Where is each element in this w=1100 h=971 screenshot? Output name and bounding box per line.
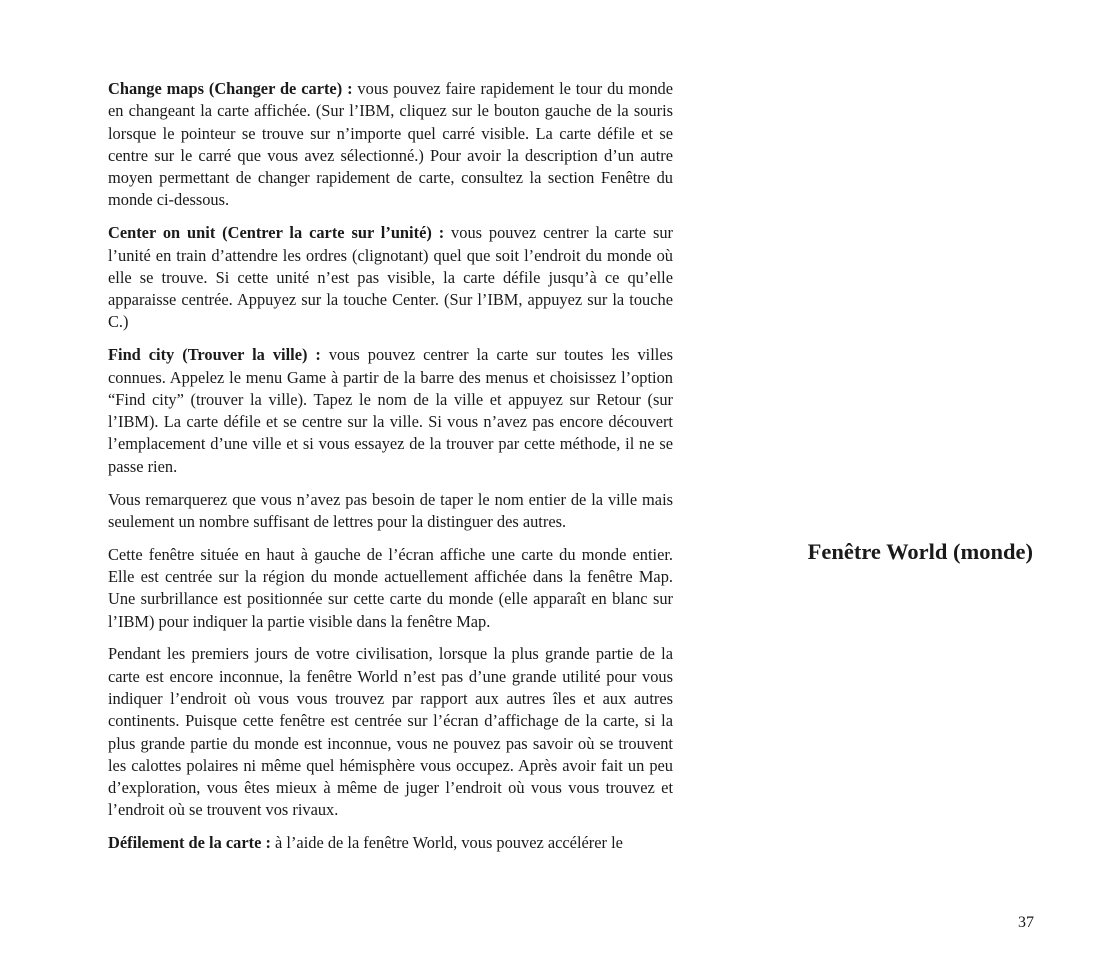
paragraph-center-on-unit	[108, 222, 673, 333]
paragraph-lead: Change maps (Changer de carte) :	[108, 79, 353, 98]
paragraph-city-name-note	[108, 489, 673, 534]
paragraph-body: vous pouvez centrer la carte sur toutes les villes connues. Appelez le menu Game à partir de la barre des menus et choisissez l’option “Find city” (trouver la ville). Tapez le nom de la ville et appuyez sur Retour (sur l’IBM). La carte défile et se centre sur la ville. Si vous n’avez pas encore découvert l’emplacement d’une ville et si vous essayez de la trouver par cette méthode, il ne se passe rien.	[108, 345, 674, 476]
section-heading-world-window: Fenêtre World (monde)	[807, 539, 1033, 564]
paragraph-body: Pendant les premiers jours de votre civilisation, lorsque la plus grande partie de la carte est encore inconnue, la fenêtre World n’est pas d’une grande utilité pour vous indiquer l’endroit où vous vous trouvez par rapport aux autres îles et aux autres continents. Puisque cette fenêtre est centrée sur l’écran d’affichage de la carte, si la plus grande partie du monde est inconnue, vous ne pouvez pas savoir où se trouvent les calottes polaires ni même quel hémisphère vous occupez. Après avoir fait un peu d’exploration, vous êtes mieux à même de juger l’endroit où vous vous trouvez et l’endroit où se trouvent vos rivaux.	[108, 644, 673, 820]
paragraph-world-window-usage	[108, 643, 673, 821]
paragraph-body: vous pouvez centrer la carte sur l’unité en train d’attendre les ordres (clignotant) quel que soit l’endroit du monde où elle se trouve. Si cette unité n’est pas visible, la carte défile jusqu’à ce qu’elle apparaisse centrée. Appuyez sur la touche Center. (Sur l’IBM, appuyez sur la touche C.)	[108, 223, 673, 332]
paragraph-lead: Find city (Trouver la ville) :	[108, 345, 321, 365]
paragraph-lead: Défilement de la carte :	[108, 833, 271, 853]
paragraph-body: à l’aide de la fenêtre World, vous pouvez accélérer le	[270, 833, 623, 853]
paragraph-map-scrolling	[108, 832, 673, 854]
paragraph-find-city	[108, 344, 673, 478]
paragraph-body: Cette fenêtre située en haut à gauche de l’écran affiche une carte du monde entier. Elle est centrée sur la région du monde actuellement affichée dans la fenêtre Map. Une surbrillance est positionnée sur cette carte du monde (elle apparaît en blanc sur l’IBM) pour indiquer la partie visible dans la fenêtre Map.	[108, 544, 673, 631]
paragraph-lead: Center on unit (Centrer la carte sur l’unité) :	[108, 223, 445, 243]
paragraph-world-window-intro	[108, 544, 673, 633]
main-text-column	[108, 78, 673, 865]
paragraph-body: Vous remarquerez que vous n’avez pas besoin de taper le nom entier de la ville mais seulement un nombre suffisant de lettres pour la distinguer des autres.	[108, 489, 673, 531]
page-number: 37	[1018, 914, 1034, 931]
paragraph-change-maps	[108, 78, 673, 212]
paragraph-body: vous pouvez faire rapidement le tour du monde en changeant la carte affichée. (Sur l’IBM, cliquez sur le bouton gauche de la souris lorsque le pointeur se trouve sur n’importe quel carré visible. La carte défile et se centre sur le carré que vous avez sélectionné.) Pour avoir la description d’un autre moyen permettant de changer rapidement de carte, consultez la section Fenêtre du monde ci-dessous.	[108, 79, 673, 210]
